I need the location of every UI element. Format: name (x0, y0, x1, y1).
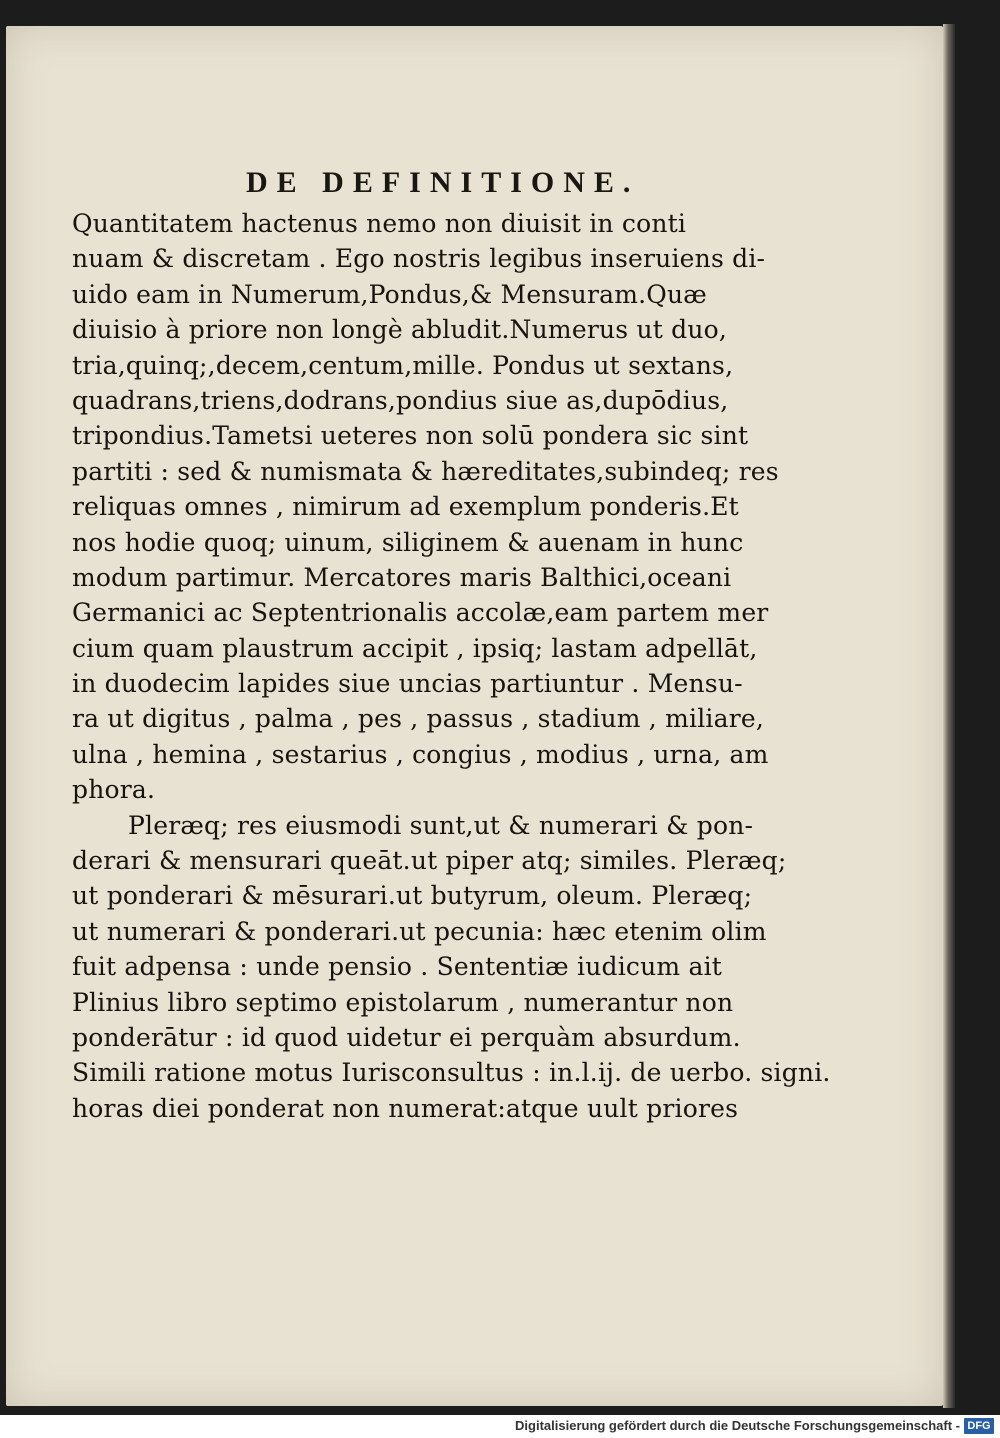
text-line: partiti : sed & numismata & hæreditates,subindeq; res (72, 456, 779, 486)
text-line: Pleræq; res eiusmodi sunt,ut & numerari & pon- (128, 810, 754, 840)
dfg-logo[interactable]: DFG (964, 1418, 994, 1434)
text-line: reliquas omnes , nimirum ad exemplum ponderis.Et (72, 492, 739, 522)
footer-bar (0, 1415, 1000, 1438)
book-page (6, 26, 943, 1406)
body-text (72, 206, 831, 1126)
funding-notice: Digitalisierung gefördert durch die Deutsche Forschungsgemeinschaft - (515, 1418, 960, 1433)
text-line: in duodecim lapides siue uncias partiuntur . Mensu- (72, 669, 743, 699)
text-line: tria,quinq;,decem,centum,mille. Pondus ut sextans, (72, 350, 734, 380)
text-line: nos hodie quoq; uinum, siliginem & auenam in hunc (72, 527, 744, 557)
text-line: nuam & discretam . Ego nostris legibus inseruiens di- (72, 244, 766, 274)
text-line: Plinius libro septimo epistolarum , numerantur non (72, 987, 734, 1017)
text-line: ut numerari & ponderari.ut pecunia: hæc etenim olim (72, 916, 767, 946)
text-line: modum partimur. Mercatores maris Balthici,oceani (72, 562, 732, 592)
text-line: ra ut digitus , palma , pes , passus , stadium , miliare, (72, 704, 764, 734)
page-edge (943, 24, 955, 1408)
text-line: ulna , hemina , sestarius , congius , modius , urna, am (72, 739, 769, 769)
text-line: fuit adpensa : unde pensio . Sententiæ iudicum ait (72, 952, 723, 982)
text-line: uido eam in Numerum,Pondus,& Mensuram.Quæ (72, 279, 707, 309)
text-line: ponderātur : id quod uidetur ei perquàm absurdum. (72, 1022, 741, 1052)
text-line: Germanici ac Septentrionalis accolæ,eam partem mer (72, 598, 769, 628)
text-line: derari & mensurari queāt.ut piper atq; similes. Pleræq; (72, 846, 787, 876)
text-line: ut ponderari & mēsurari.ut butyrum, oleum. Pleræq; (72, 881, 753, 911)
text-line: tripondius.Tametsi ueteres non solū pondera sic sint (72, 421, 749, 451)
text-line: horas diei ponderat non numerat:atque uult priores (72, 1093, 739, 1123)
text-line: Quantitatem hactenus nemo non diuisit in conti (72, 209, 687, 238)
text-line: Simili ratione motus Iurisconsultus : in.l.ij. de uerbo. signi. (72, 1058, 831, 1088)
text-line: cium quam plaustrum accipit , ipsiq; lastam adpellāt, (72, 633, 758, 663)
running-head: DE DEFINITIONE. (246, 166, 640, 199)
text-line: quadrans,triens,dodrans,pondius siue as,dupōdius, (72, 385, 729, 415)
text-line: diuisio à priore non longè abludit.Numerus ut duo, (72, 315, 728, 345)
text-line: phora. (72, 775, 156, 805)
